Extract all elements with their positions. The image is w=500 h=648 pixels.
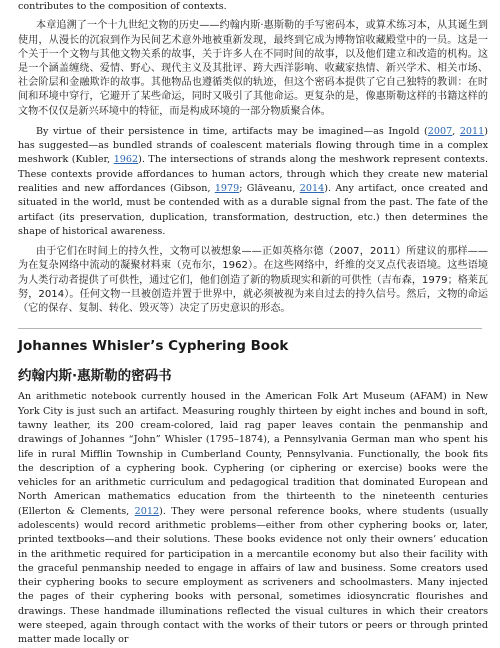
citation-ingold-2007[interactable]: 2007 bbox=[427, 125, 453, 137]
english-paragraph-artifacts bbox=[18, 125, 488, 239]
citation-ingold-2011[interactable]: 2011 bbox=[459, 125, 485, 137]
section-heading-english: Johannes Whisler’s Cyphering Book bbox=[18, 338, 289, 355]
english-paragraph-cyphering-book bbox=[18, 390, 488, 647]
text-run: , bbox=[452, 125, 460, 137]
text-run: ). The intersections of strands along the meshwork represent contexts. These contexts provide affordances to human actors, through which they create new material realities and new affordances (Gibson, bbox=[18, 154, 488, 194]
text-run: ). Any artifact, once created and situated in the world, must be contended with as a durable signal from the past. The fate of the artifact (its preservation, duplication, transformation, destruction, etc.) then determines the shape of historical awareness. bbox=[18, 182, 488, 237]
citation-kubler-1962[interactable]: 1962 bbox=[113, 154, 139, 166]
citation-ellerton-clements-2012[interactable]: 2012 bbox=[134, 505, 160, 517]
continued-paragraph-fragment: contributes to the composition of contexts. bbox=[18, 1, 227, 12]
text-run: ). They were personal reference books, where students (usually adolescents) would record arithmetic problems—either from other cyphering books or, later, printed textbooks—and their solutions. These books evidence not only their owners’ education in the arithmetic required for participation in a mercantile economy but also their facility with the graceful penmanship needed to engage in affairs of law and business. Some creators used their cyphering books to secure employment as scriveners and schoolmasters. Many injected the pages of their cyphering books with personal, sometimes idiosyncratic flourishes and drawings. These handmade illuminations reflected the visual cultures in which their creators were steeped, again through contact with the works of their tutors or peers or through printed matter made locally or bbox=[18, 505, 489, 646]
text-run: ; Glăveanu, bbox=[239, 182, 300, 194]
text-run: By virtue of their persistence in time, artifacts may be imagined—as Ingold ( bbox=[36, 125, 428, 137]
text-run: ) has suggested—as bundled strands of coalescent materials flowing through time in a complex meshwork (Kubler, bbox=[18, 125, 488, 166]
section-divider bbox=[18, 328, 482, 329]
document-page bbox=[18, 0, 488, 648]
chinese-paragraph-history: 本章追溯了一个十九世纪文物的历史——约翰内斯·惠斯勒的手写密码本，或算术练习本，从其诞生到使用，从漫长的沉寂到作为民间艺术意外地被重新发现，最终到它成为博物馆收藏殿堂中的一员。这是一个关于一个文物与其他文物关系的故事，关于许多人在不同时间的故事，以及他们建立和改造的机构。这是一个涵盖缠绕、爱情、野心、现代主义及其批评、跨大西洋影响、收藏家热情、新兴学术、相关市场、社会阶层和金融欺诈的故事。其他物品也遵循类似的轨迹，但这个密码本提供了它自己独特的教训：在时间和环境中穿行，它避开了某些命运，同时又吸引了其他命运。更复杂的是，像惠斯勒这样的书籍这样的文物不仅仅是新兴环境中的特征，而是构成环境的一部分物质聚合体。 bbox=[18, 20, 488, 117]
citation-glaveanu-2014[interactable]: 2014 bbox=[299, 182, 325, 194]
text-run: An arithmetic notebook currently housed in the American Folk Art Museum (AFAM) in New York City is just such an artifact. Measuring roughly thirteen by eight inches and bound in soft, tawny leather, its 200 cream-colored, laid rag paper leaves contain the penmanship and drawings of Johannes “John” Whisler (1795–1874), a Pennsylvania German man who spent his life in rural Mifflin Township in Cumberland County, Pennsylvania. Functionally, the book fits the description of a cyphering book. Cyphering (or ciphering or exercise) books were the vehicles for an arithmetic curriculum and pedagogical tradition that dominated European and North American mathematics education from the thirteenth to the nineteenth centuries (Ellerton & Clements, bbox=[18, 391, 488, 517]
chinese-paragraph-artifacts: 由于它们在时间上的持久性，文物可以被想象——正如英格尔德（2007，2011）所建议的那样——为在复杂网络中流动的凝聚材料束（克布尔，1962）。在这些网络中，纤维的交叉点代表语境。这些语境为人类行动者提供了可供性，通过它们，他们创造了新的物质现实和新的可供性（吉布森，1979；格莱瓦努，2014）。任何文物一旦被创造并置于世界中，就必须被视为来自过去的持久信号。然后，文物的命运（它的保存、复制、转化、毁灭等）决定了历史意识的形态。 bbox=[18, 246, 488, 314]
citation-gibson-1979[interactable]: 1979 bbox=[214, 182, 240, 194]
section-heading-chinese: 约翰内斯·惠斯勒的密码书 bbox=[18, 368, 172, 385]
